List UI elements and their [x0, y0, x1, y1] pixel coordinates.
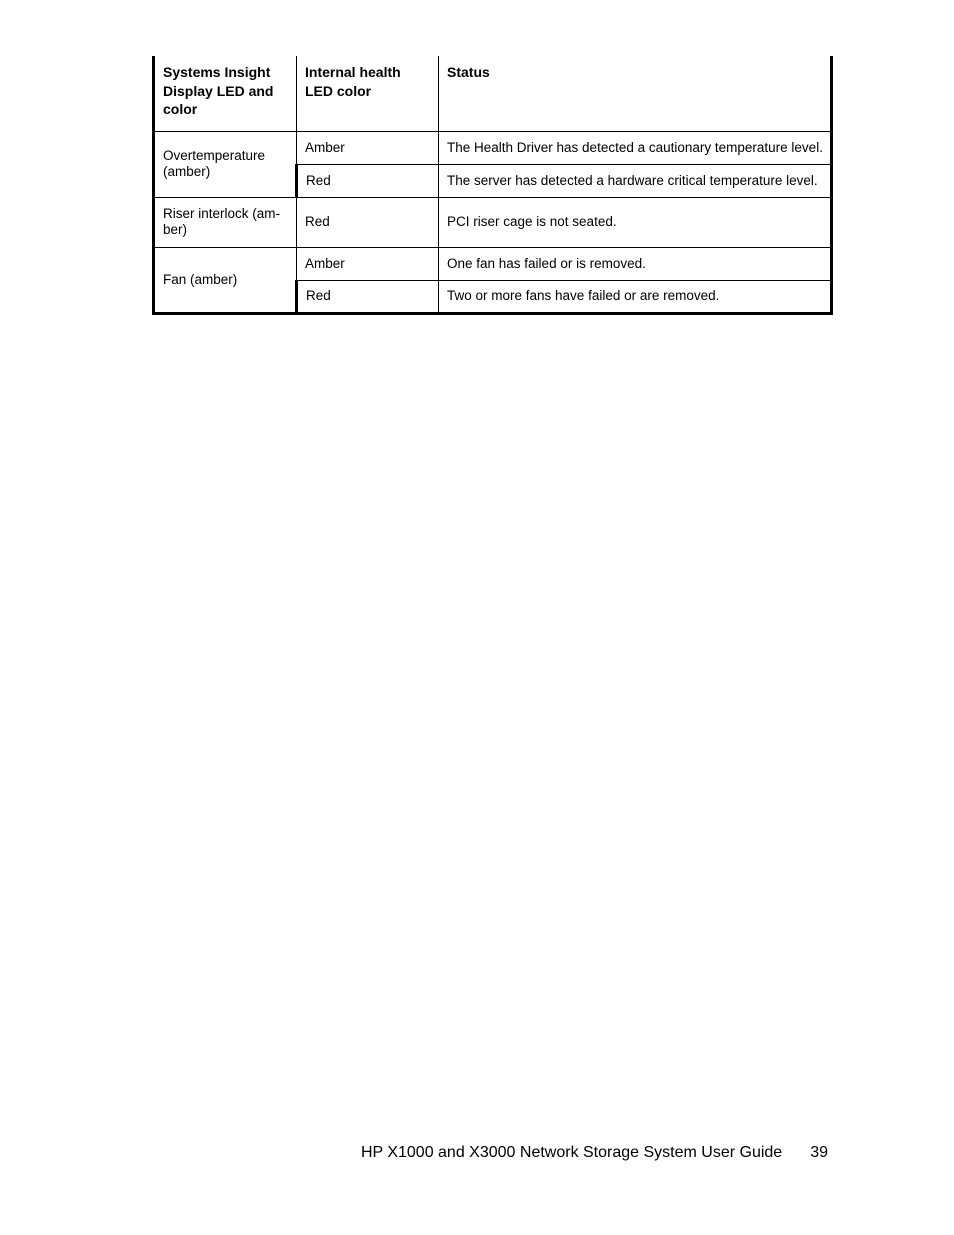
row-label-overtemperature: Overtemperature (amber) — [154, 131, 297, 197]
status-cell: The server has detected a hardware critical temperature level. — [439, 164, 832, 197]
page-number: 39 — [810, 1144, 828, 1161]
led-color-cell: Red — [297, 164, 439, 197]
led-color-cell: Amber — [297, 247, 439, 280]
status-cell: The Health Driver has detected a cautionary temperature level. — [439, 131, 832, 164]
row-label-riser-interlock: Riser interlock (am-ber) — [154, 197, 297, 247]
header-status: Status — [439, 56, 832, 131]
led-color-cell: Red — [297, 197, 439, 247]
status-cell: One fan has failed or is removed. — [439, 247, 832, 280]
led-color-cell: Amber — [297, 131, 439, 164]
row-label-fan: Fan (amber) — [154, 247, 297, 313]
header-sid-led: Systems Insight Display LED and color — [154, 56, 297, 131]
status-cell: PCI riser cage is not seated. — [439, 197, 832, 247]
footer-title: HP X1000 and X3000 Network Storage System User Guide — [360, 1144, 783, 1161]
table-row — [154, 247, 832, 280]
table-row — [154, 197, 832, 247]
table-header-row — [154, 56, 832, 131]
table-row — [154, 131, 832, 164]
status-cell: Two or more fans have failed or are removed. — [439, 280, 832, 313]
led-color-cell: Red — [297, 280, 439, 313]
header-internal-led: Internal health LED color — [297, 56, 439, 131]
led-status-table — [152, 56, 833, 315]
page-footer — [0, 1143, 828, 1163]
